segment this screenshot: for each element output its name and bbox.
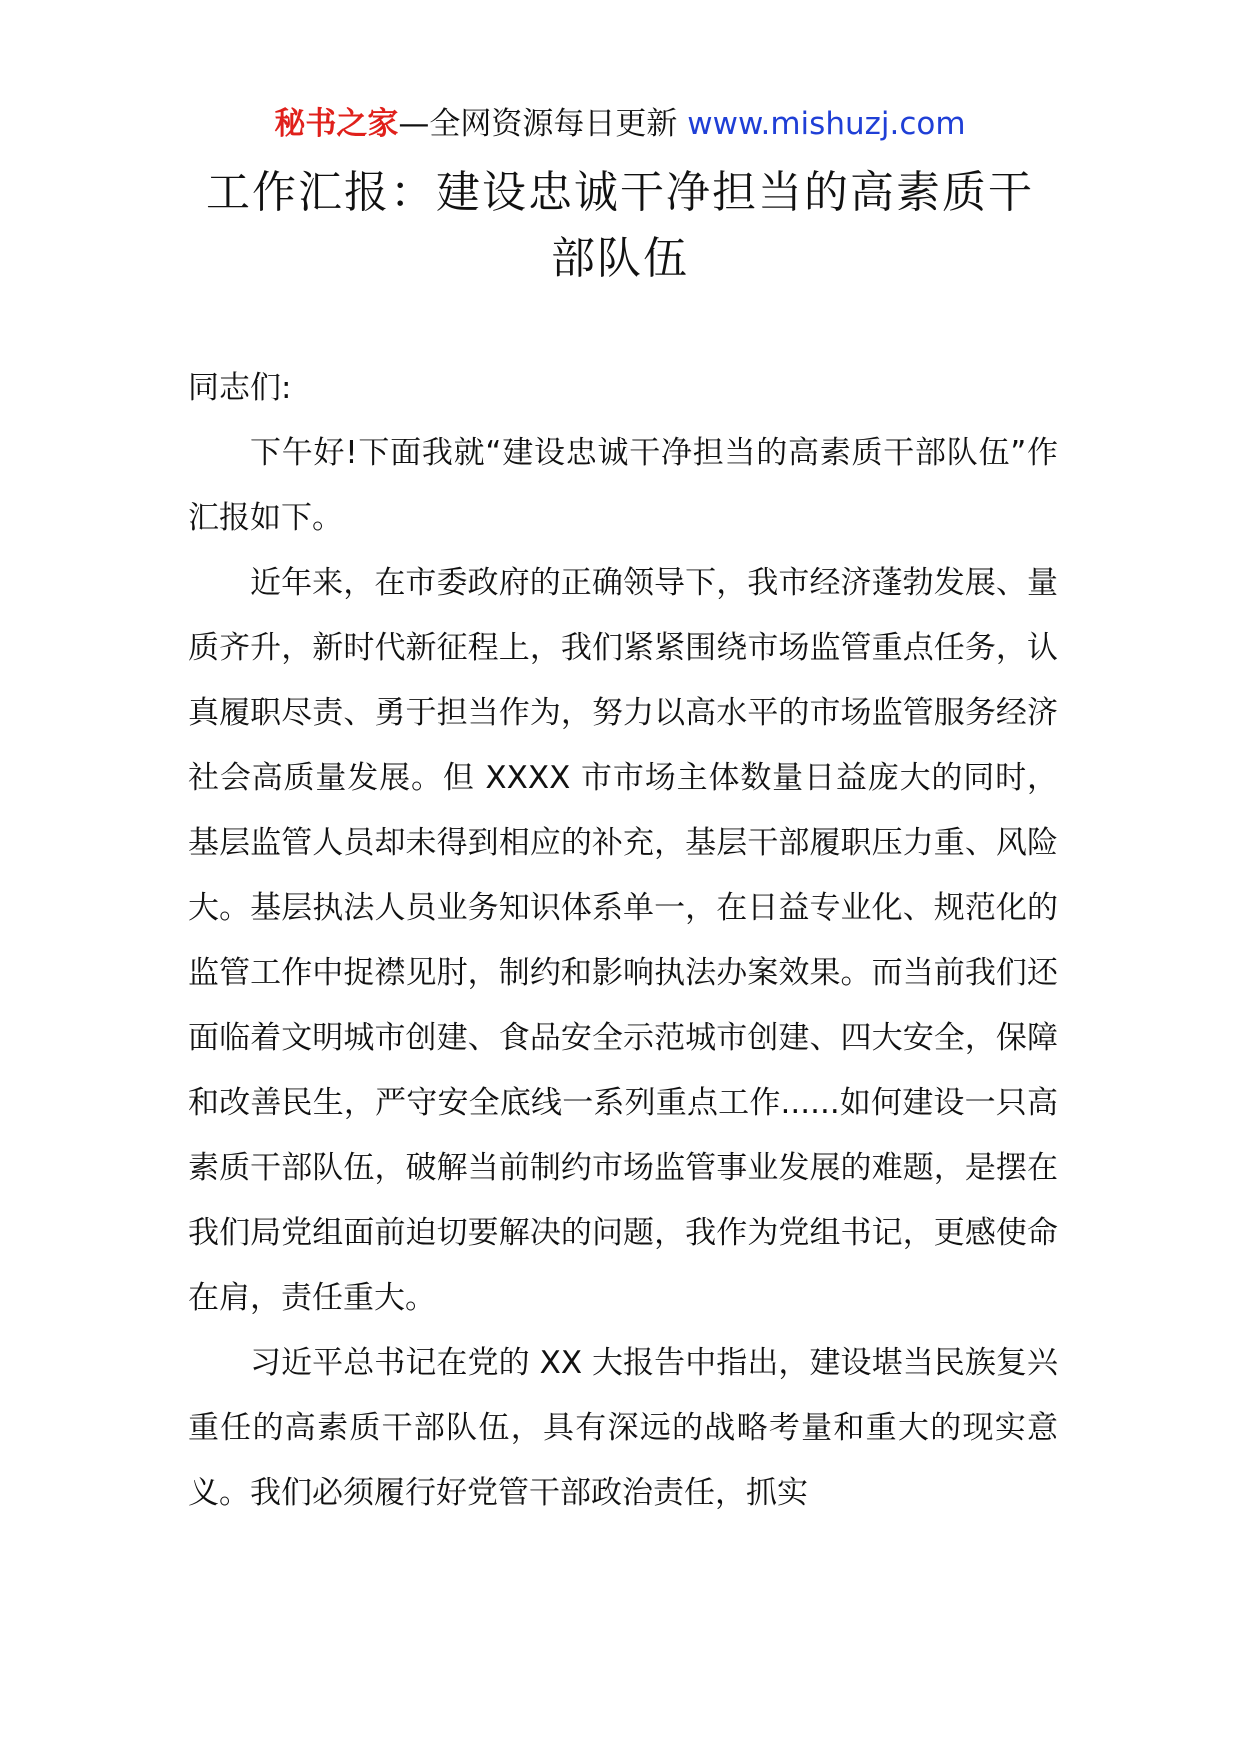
site-brand: 秘书之家 [274, 106, 399, 142]
paragraph-greeting: 下午好!下面我就“建设忠诚干净担当的高素质干部队伍”作汇报如下。 [188, 435, 1058, 536]
paragraph-report: 习近平总书记在党的 XX 大报告中指出，建设堪当民族复兴重任的高素质干部队伍，具有深远的战略考量和重大的现实意义。我们必须履行好党管干部政治责任，抓实 [188, 1345, 1058, 1511]
document-title-line-2: 部队伍 [551, 233, 689, 284]
document-body [188, 356, 1058, 1526]
document-title [150, 160, 1090, 292]
site-tagline: —全网资源每日更新 [398, 106, 688, 142]
site-url[interactable]: www.mishuzj.com [687, 106, 966, 142]
salutation: 同志们: [188, 370, 292, 406]
paragraph-background: 近年来，在市委政府的正确领导下，我市经济蓬勃发展、量质齐升，新时代新征程上，我们紧紧围绕市场监管重点任务，认真履职尽责、勇于担当作为，努力以高水平的市场监管服务经济社会高质量发展。但 XXXX 市市场主体数量日益庞大的同时，基层监管人员却未得到相应的补充，基层干部履职压力重、风险大。基层执法人员业务知识体系单一，在日益专业化、规范化的监管工作中捉襟见肘，制约和影响执法办案效果。而当前我们还面临着文明城市创建、食品安全示范城市创建、四大安全，保障和改善民生，严守安全底线一系列重点工作......如何建设一只高素质干部队伍，破解当前制约市场监管事业发展的难题，是摆在我们局党组面前迫切要解决的问题，我作为党组书记，更感使命在肩，责任重大。 [188, 565, 1058, 1316]
site-header [0, 102, 1240, 146]
document-title-line-1: 工作汇报：建设忠诚干净担当的高素质干 [206, 167, 1034, 218]
